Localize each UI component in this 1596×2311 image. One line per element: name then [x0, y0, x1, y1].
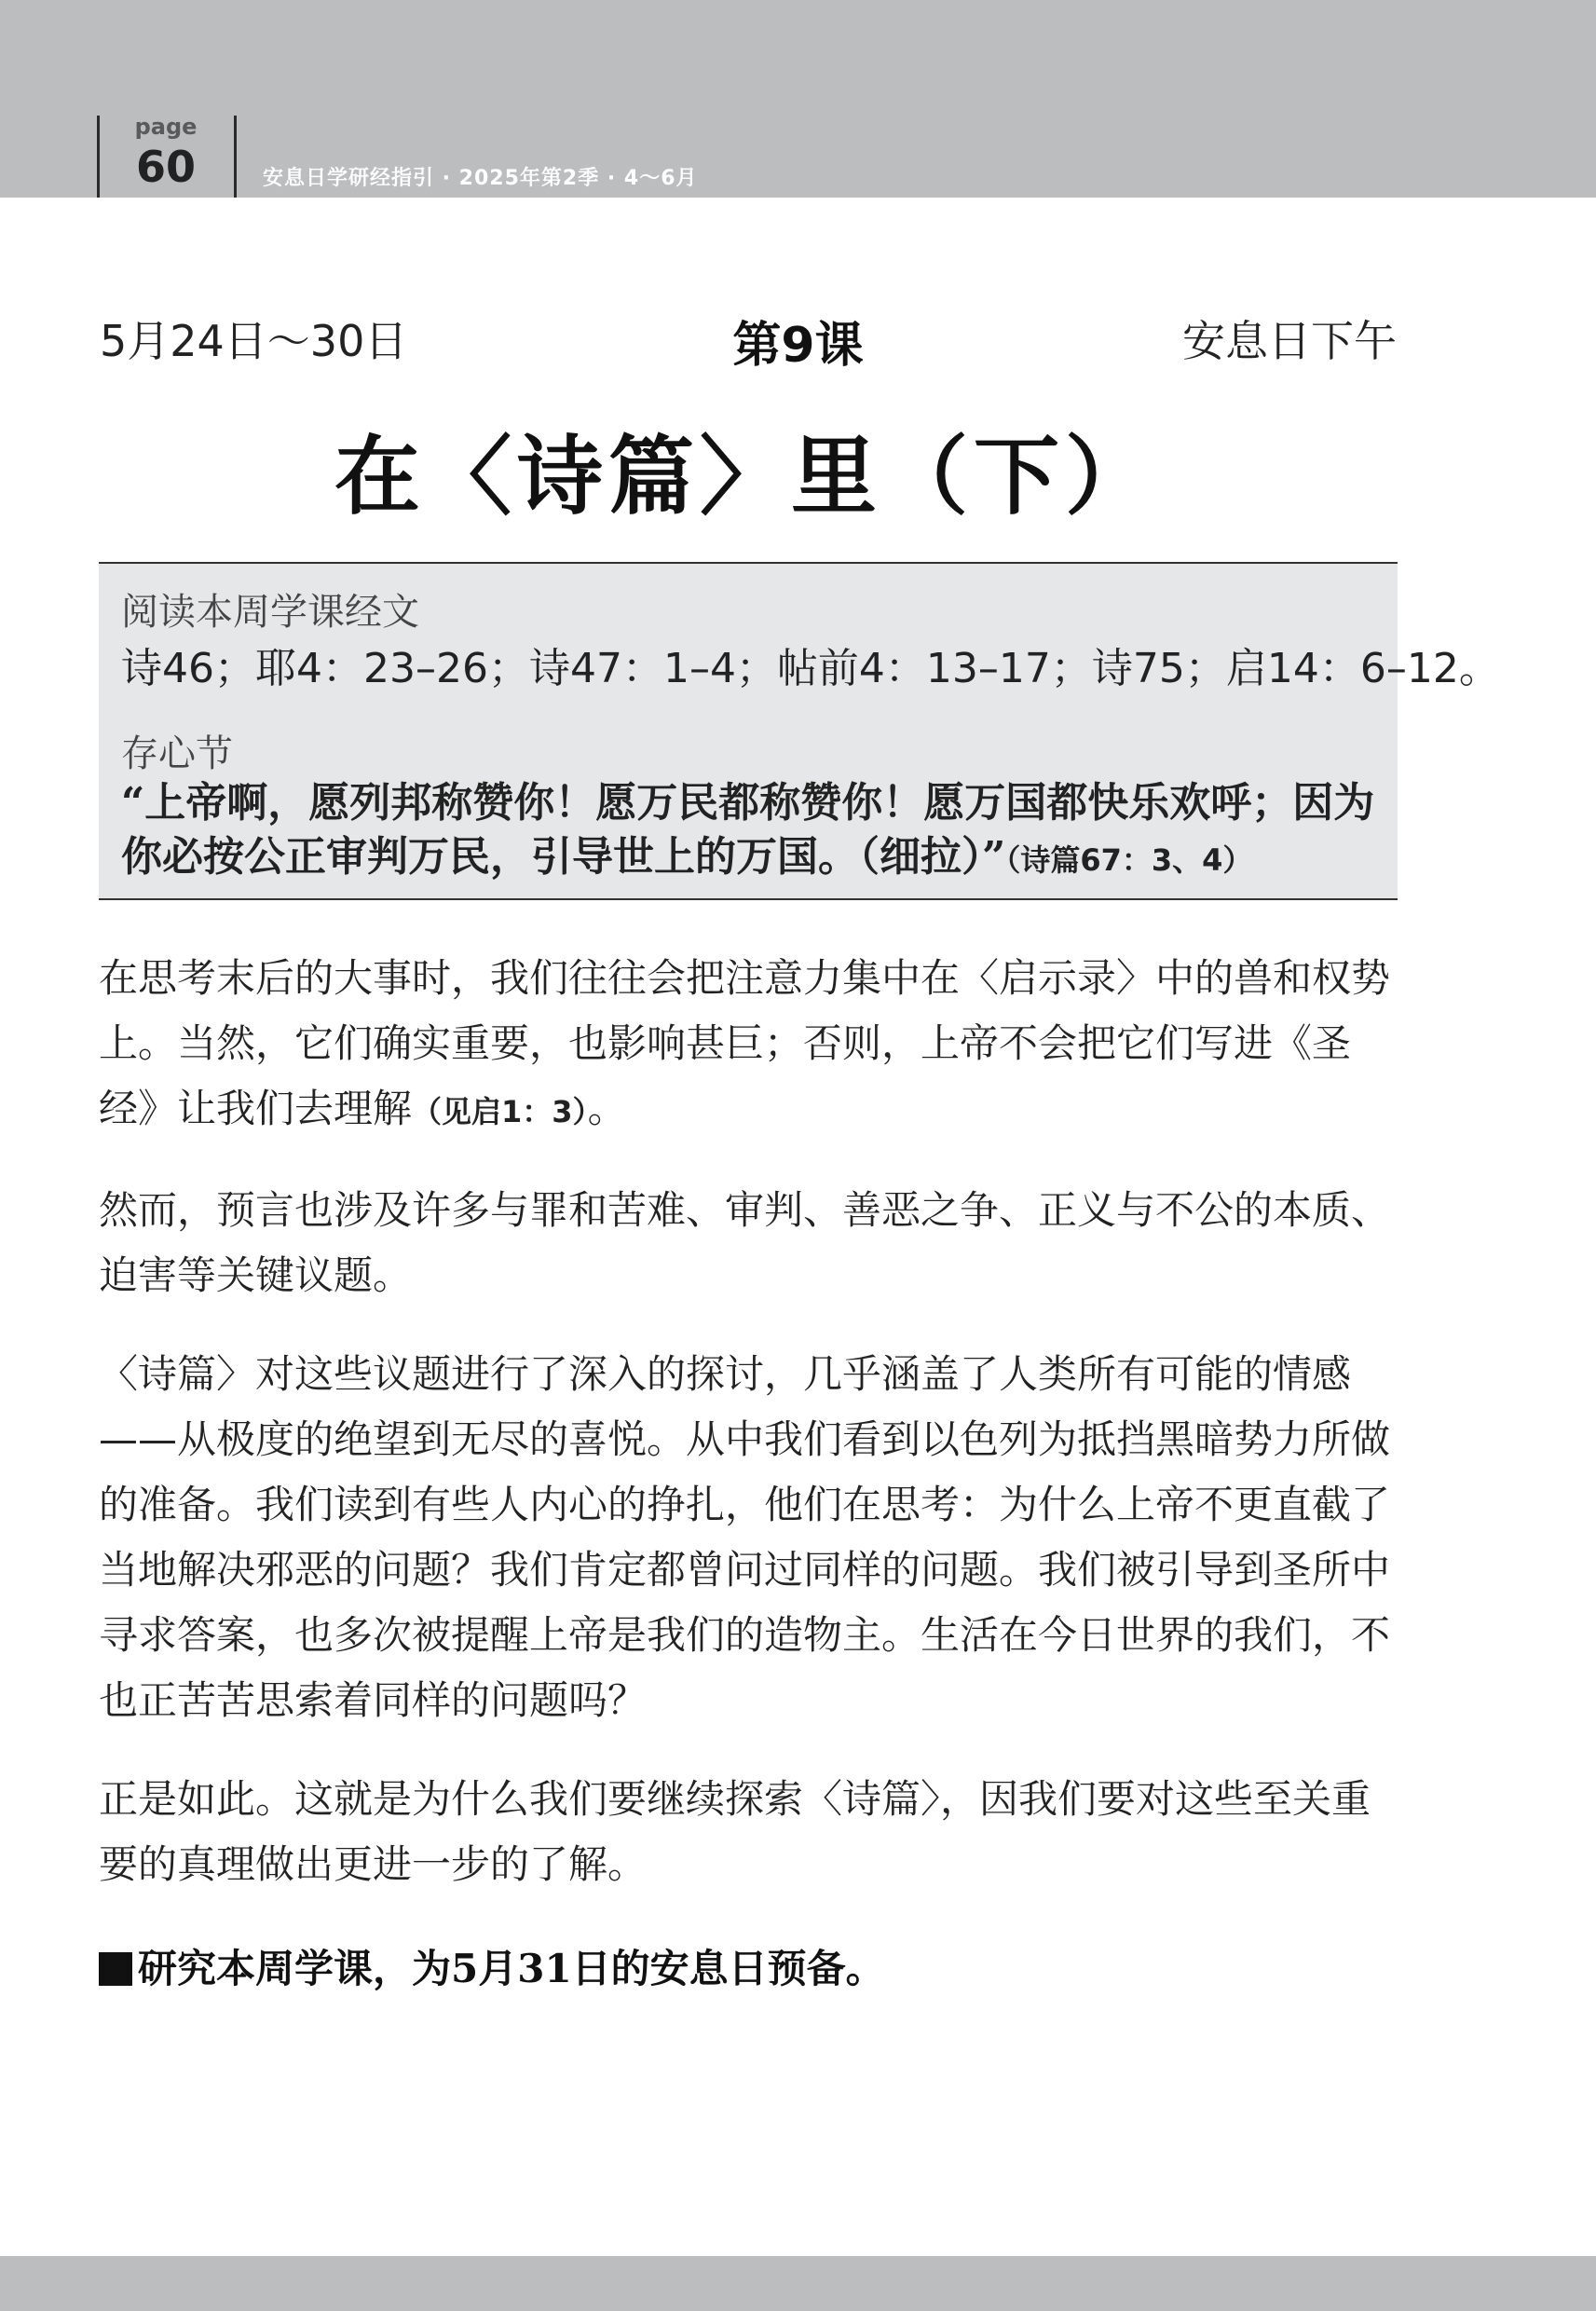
- reading-references: 诗46；耶4：23–26；诗47：1–4；帖前4：13–17；诗75；启14：6–12。: [121, 645, 1500, 692]
- inline-reference: （见启1：3）: [412, 1094, 588, 1129]
- paragraph-1-text: 在思考末后的大事时，我们往往会把注意力集中在〈启示录〉中的兽和权势上。当然，它们确实重要，也影响甚巨；否则，上帝不会把它们写进《圣经》让我们去理解: [99, 955, 1391, 1131]
- page-number: 60: [135, 142, 196, 192]
- reading-box: [99, 562, 1500, 900]
- paragraph-1-end: 。: [587, 1086, 627, 1131]
- memory-verse: [121, 776, 1379, 887]
- paragraph-3: 〈诗篇〉对这些议题进行了深入的探讨，几乎涵盖了人类所有可能的情感——从极度的绝望到无尽的喜悦。从中我们看到以色列为抵挡黑暗势力所做的准备。我们读到有些人内心的挣扎，他们在思考：为什么上帝不更直截了当地解决邪恶的问题？我们肯定都曾问过同样的问题。我们被引导到圣所中寻求答案，也多次被提醒上帝是我们的造物主。生活在今日世界的我们，不也正苦苦思索着同样的问题吗？: [99, 1351, 1391, 1723]
- paragraph-2: 然而，预言也涉及许多与罪和苦难、审判、善恶之争、正义与不公的本质、迫害等关键议题。: [99, 1187, 1391, 1298]
- lesson-time: 安息日下午: [1182, 316, 1397, 366]
- page-number-divider-left: [97, 116, 100, 198]
- paragraph-4: 正是如此。这就是为什么我们要继续探索〈诗篇〉，因我们要对这些至关重要的真理做出更进一步的了解。: [99, 1776, 1371, 1887]
- body-text: [99, 946, 1398, 1931]
- page-number-divider-right: [234, 116, 237, 198]
- reading-heading: 阅读本周学课经文: [121, 591, 419, 634]
- closing-instruction: [99, 1938, 885, 1994]
- memory-verse-heading: 存心节: [121, 732, 233, 775]
- lesson-dates: 5月24日～30日: [100, 316, 408, 366]
- footer-band: [0, 2256, 1596, 2311]
- closing-text: 研究本周学课，为5月31日的安息日预备。: [138, 1946, 885, 1991]
- running-head: 安息日学研经指引 · 2025年第2季 · 4～6月: [263, 167, 698, 190]
- lesson-title: 在〈诗篇〉里（下）: [334, 426, 1156, 526]
- lesson-number: 第9课: [732, 318, 864, 374]
- page-label: page: [134, 114, 198, 140]
- black-square-icon: [99, 1952, 132, 1986]
- paragraph-1: [99, 946, 1398, 1144]
- memory-verse-reference: （诗篇67：3、4）: [1005, 842, 1253, 878]
- header-band: [0, 0, 1596, 198]
- memory-verse-text: “上帝啊，愿列邦称赞你！愿万民都称赞你！愿万国都快乐欢呼；因为你必按公正审判万民，引导世上的万国。（细拉）”: [121, 779, 1375, 881]
